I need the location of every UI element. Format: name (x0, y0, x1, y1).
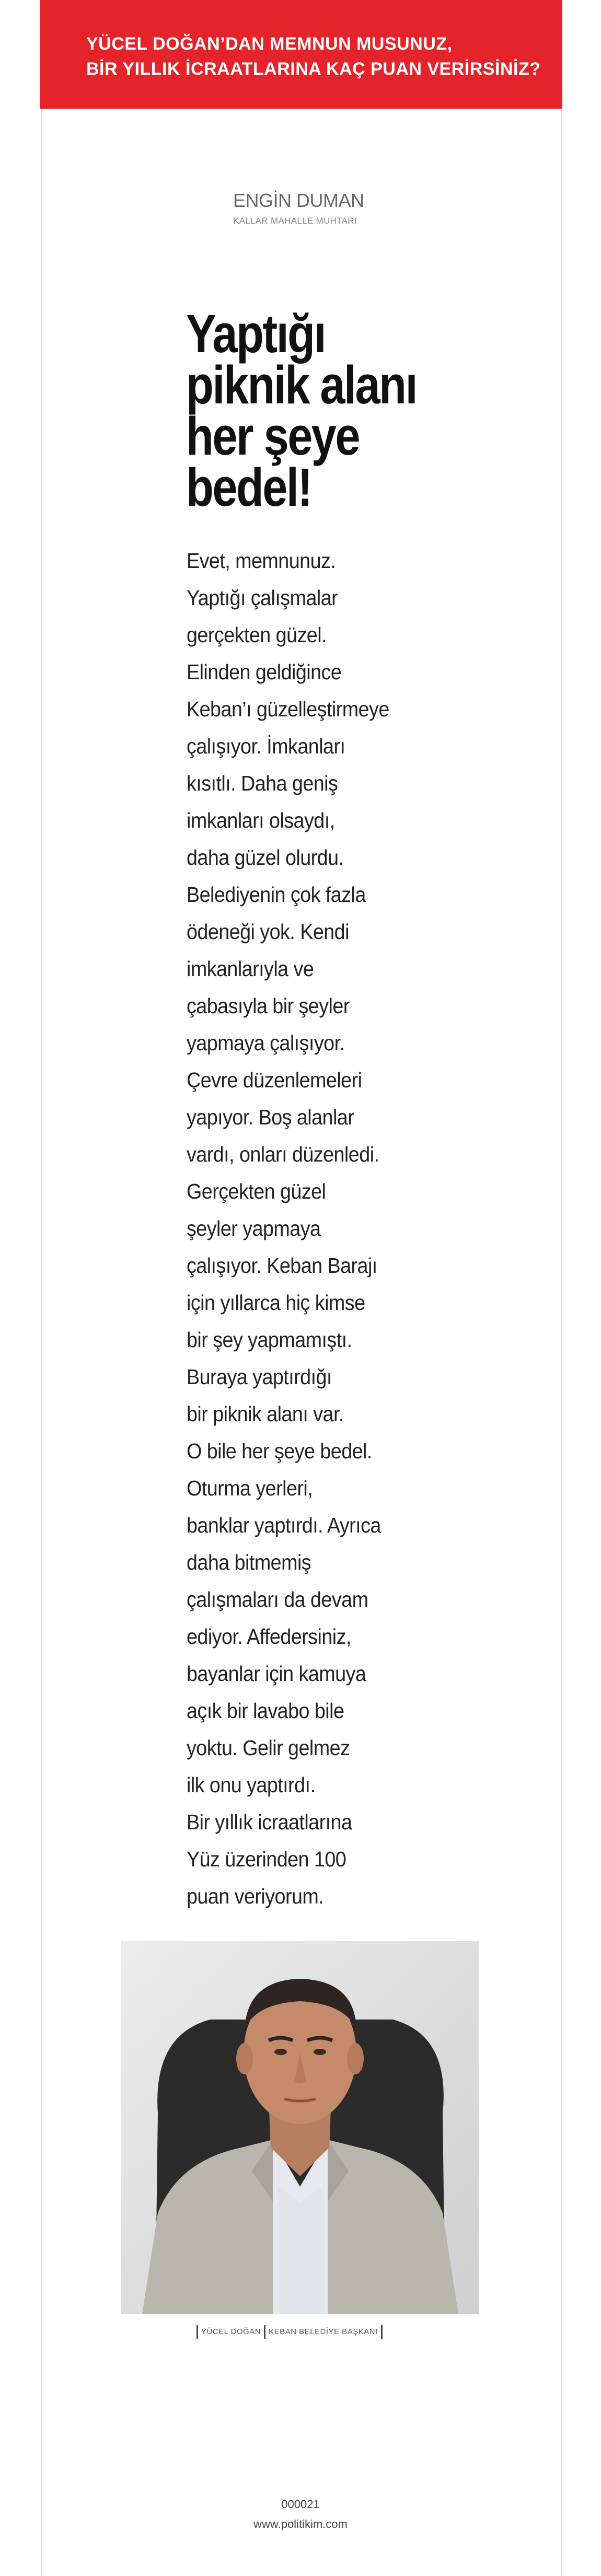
website-url: www.politikim.com (253, 2517, 348, 2531)
body-line: Yaptığı çalışmalar (187, 586, 338, 610)
caption-divider (197, 2325, 198, 2339)
body-line: yoktu. Gelir gelmez (187, 1736, 350, 1760)
body-line: imkanları olsaydı, (187, 808, 335, 832)
portrait-photo (121, 1941, 479, 2314)
body-line: Oturma yerleri, (187, 1476, 313, 1500)
body-line: yapmaya çalışıyor. (187, 1031, 345, 1055)
body-line: Çevre düzenlemeleri (187, 1068, 362, 1092)
body-line: bir piknik alanı var. (187, 1402, 344, 1426)
body-line: Gerçekten güzel (187, 1179, 326, 1203)
body-line: çabasıyla bir şeyler (187, 994, 350, 1018)
body-line: ödeneği yok. Kendi (187, 920, 349, 944)
body-line: imkanlarıyla ve (187, 957, 314, 981)
body-line: Bir yıllık icraatlarına (187, 1810, 352, 1834)
author-role: KALLAR MAHALLE MUHTARI (233, 216, 357, 226)
headline (186, 304, 432, 517)
body-line: çalışıyor. Keban Barajı (187, 1254, 377, 1278)
body-line: Evet, memnunuz. (187, 549, 336, 573)
body-line: puan veriyorum. (187, 1884, 324, 1908)
headline-line-4: bedel! (186, 457, 311, 517)
body-line: bayanlar için kamuya (187, 1662, 366, 1686)
author-name: ENGİN DUMAN (233, 190, 364, 211)
body-line: ilk onu yaptırdı. (187, 1773, 316, 1797)
headline-line-1: Yaptığı (186, 304, 326, 364)
body-line: kısıtlı. Daha geniş (187, 771, 338, 795)
caption-divider (264, 2325, 265, 2339)
portrait-illustration (121, 1941, 479, 2314)
caption-divider (381, 2325, 383, 2339)
body-line: daha bitmemiş (187, 1550, 311, 1574)
body-line: Elinden geldiğince (187, 660, 342, 684)
body-line: ediyor. Affedersiniz, (187, 1624, 351, 1649)
body-line: için yıllarca hiç kimse (187, 1291, 365, 1315)
body-line: şeyler yapmaya (187, 1216, 321, 1240)
header-question (86, 31, 557, 82)
article-body (187, 542, 408, 1915)
body-line: yapıyor. Boş alanlar (187, 1105, 354, 1129)
body-line: daha güzel olurdu. (187, 845, 344, 869)
body-line: vardı, onları düzenledi. (187, 1142, 379, 1166)
caption-name: YÜCEL DOĞAN (201, 2327, 261, 2336)
body-line: O bile her şeye bedel. (187, 1439, 372, 1463)
body-line: Yüz üzerinden 100 (187, 1847, 346, 1871)
body-line: Buraya yaptırdığı (187, 1365, 332, 1389)
body-line: Keban’ı güzelleştirmeye (187, 697, 389, 721)
body-line: çalışmaları da devam (187, 1587, 368, 1611)
headline-line-2: piknik alanı (186, 355, 417, 415)
photo-caption (193, 2325, 386, 2339)
headline-line-3: her şeye (186, 406, 359, 466)
header-question-line-2: BİR YILLIK İCRAATLARINA KAÇ PUAN VERİRSİNİZ? (86, 59, 541, 79)
body-line: açık bir lavabo bile (187, 1699, 344, 1723)
body-line: banklar yaptırdı. Ayrıca (187, 1513, 381, 1537)
body-line: çalışıyor. İmkanları (187, 734, 345, 758)
caption-title: KEBAN BELEDİYE BAŞKANI (269, 2327, 378, 2336)
page-number: 000021 (281, 2498, 320, 2511)
body-line: gerçekten güzel. (187, 623, 327, 647)
header-question-line-1: YÜCEL DOĞAN’DAN MEMNUN MUSUNUZ, (86, 34, 453, 54)
body-line: Belediyenin çok fazla (187, 883, 366, 907)
body-line: bir şey yapmamıştı. (187, 1328, 352, 1352)
